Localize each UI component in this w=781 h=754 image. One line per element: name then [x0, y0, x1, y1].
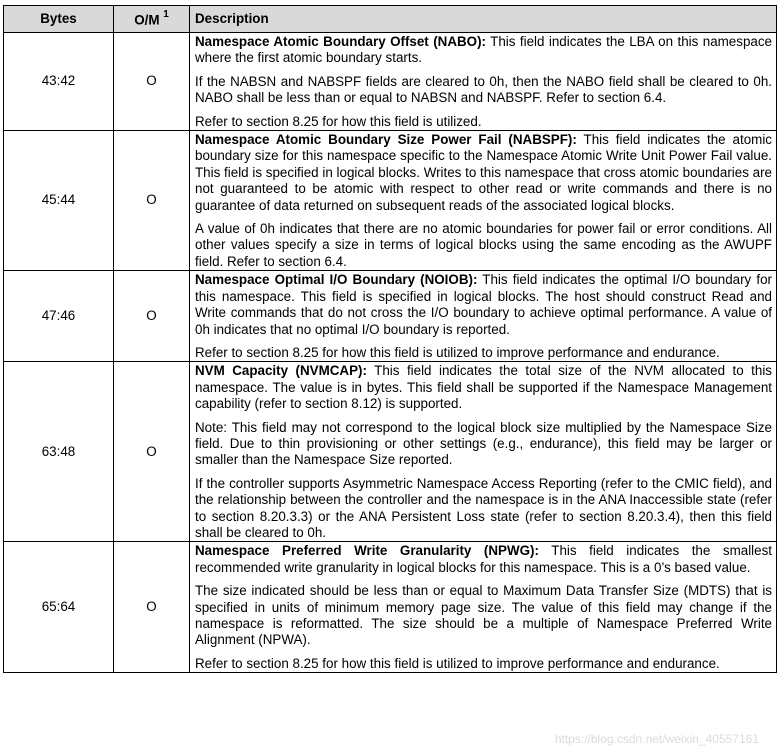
description-cell [190, 362, 777, 542]
description-paragraph: Namespace Atomic Boundary Size Power Fail (NABSPF): This field indicates the atomic boundary size for this namespace specific to the Namespace Atomic Write Unit Power Fail value. This field is specified in logical blocks. Writes to this namespace that cross atomic boundaries are not guaranteed to be atomic with respect to other read or write commands and there is no guarantee of data returned on subsequent reads of the associated logical blocks. [195, 132, 772, 213]
om-cell: O [114, 542, 190, 673]
field-name: Namespace Atomic Boundary Size Power Fail (NABSPF): [195, 132, 577, 148]
om-cell: O [114, 271, 190, 362]
description-paragraph: Namespace Optimal I/O Boundary (NOIOB): This field indicates the optimal I/O boundary for this namespace. This field is specified in logical blocks. The host should construct Read and Write commands that do not cross the I/O boundary to achieve optimal performance. A value of 0h indicates that no optimal I/O boundary is reported. [195, 272, 772, 337]
description-paragraph: A value of 0h indicates that there are no atomic boundaries for power fail or error conditions. All other values specify a size in terms of logical blocks using the same encoding as the AWUPF field. Refer to section 6.4. [195, 221, 772, 269]
table-row [4, 362, 777, 542]
table-row [4, 271, 777, 362]
description-paragraph: Refer to section 8.25 for how this field is utilized. [195, 113, 482, 129]
description-paragraph: The size indicated should be less than or equal to Maximum Data Transfer Size (MDTS) that is specified in units of minimum memory page size. The value of this field may change if the namespace is reformatted. The size should be a multiple of Namespace Preferred Write Alignment (NPWA). [195, 583, 772, 648]
bytes-cell: 43:42 [4, 33, 114, 131]
bytes-cell: 47:46 [4, 271, 114, 362]
field-name: Namespace Atomic Boundary Offset (NABO): [195, 34, 486, 49]
description-paragraph: If the controller supports Asymmetric Namespace Access Reporting (refer to the CMIC field), and the relationship between the controller and the namespace is in the ANA Inaccessible state (refer to section 8.20.3.3) or the ANA Persistent Loss state (refer to section 8.20.3.4), then this field shall be cleared to 0h. [195, 475, 772, 540]
description-paragraph: Refer to section 8.25 for how this field is utilized to improve performance and endurance. [195, 344, 720, 360]
field-definition-table [3, 5, 777, 673]
description-cell [190, 542, 777, 673]
header-om-label: O/M [134, 12, 160, 28]
header-om [114, 6, 190, 33]
description-paragraph: Note: This field may not correspond to the logical block size multiplied by the Namespace Size field. Due to thin provisioning or other settings (e.g., endurance), this field may be larger or smaller than the Namespace Size reported. [195, 419, 772, 468]
bytes-cell: 45:44 [4, 131, 114, 271]
field-name: NVM Capacity (NVMCAP): [195, 363, 367, 379]
om-cell: O [114, 33, 190, 131]
table-header-row [4, 6, 777, 33]
bytes-cell: 63:48 [4, 362, 114, 542]
description-paragraph: Namespace Atomic Boundary Offset (NABO): This field indicates the LBA on this namespace where the first atomic boundary starts. [195, 34, 772, 66]
table-row [4, 542, 777, 673]
field-name: Namespace Optimal I/O Boundary (NOIOB): [195, 272, 478, 288]
description-paragraph: Namespace Preferred Write Granularity (NPWG): This field indicates the smallest recommended write granularity in logical blocks for this namespace. This is a 0’s based value. [195, 543, 773, 575]
description-cell [190, 131, 777, 271]
description-paragraph: Refer to section 8.25 for how this field is utilized to improve performance and endurance. [195, 655, 720, 671]
watermark: https://blog.csdn.net/weixin_40557161 [554, 732, 759, 746]
om-cell: O [114, 362, 190, 542]
header-bytes: Bytes [4, 6, 114, 33]
description-paragraph: NVM Capacity (NVMCAP): This field indicates the total size of the NVM allocated to this namespace. The value is in bytes. This field shall be supported if the Namespace Management capability (refer to section 8.12) is supported. [195, 363, 773, 412]
header-description: Description [190, 6, 777, 33]
field-name: Namespace Preferred Write Granularity (NPWG): [195, 543, 539, 559]
table-row [4, 131, 777, 271]
description-cell [190, 33, 777, 131]
description-cell [190, 271, 777, 362]
om-cell: O [114, 131, 190, 271]
description-paragraph: If the NABSN and NABSPF fields are cleared to 0h, then the NABO field shall be cleared to 0h. NABO shall be less than or equal to NABSN and NABSPF. Refer to section 6.4. [195, 73, 772, 106]
table-row [4, 33, 777, 131]
bytes-cell: 65:64 [4, 542, 114, 673]
header-om-footnote: 1 [163, 9, 169, 21]
